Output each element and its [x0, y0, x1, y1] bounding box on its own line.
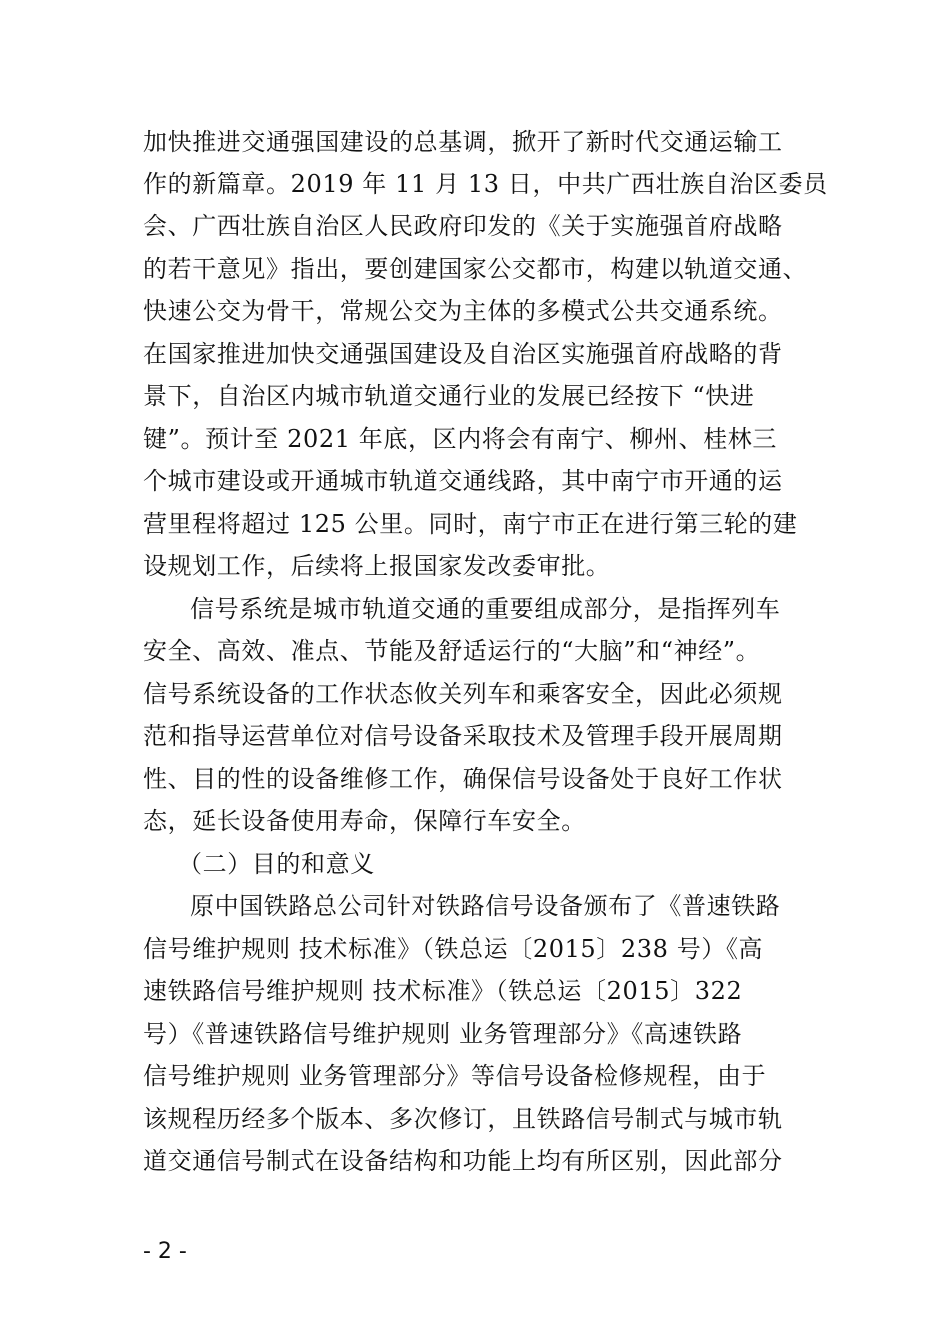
text-line: 设规划工作，后续将上报国家发改委审批。 [143, 552, 611, 580]
text-line: 营里程将超过 125 公里。同时，南宁市正在进行第三轮的建 [143, 510, 798, 538]
text-line: 信号维护规则 业务管理部分》等信号设备检修规程，由于 [143, 1062, 767, 1090]
text-line: 信号系统设备的工作状态攸关列车和乘客安全，因此必须规 [143, 680, 783, 708]
text-line: 键”。预计至 2021 年底，区内将会有南宁、柳州、桂林三 [143, 425, 778, 453]
text-line: 作的新篇章。2019 年 11 月 13 日，中共广西壮族自治区委员 [143, 170, 828, 198]
text-line: 的若干意见》指出，要创建国家公交都市，构建以轨道交通、 [143, 255, 808, 283]
text-line: 加快推进交通强国建设的总基调，掀开了新时代交通运输工 [143, 128, 783, 156]
text-line: 在国家推进加快交通强国建设及自治区实施强首府战略的背 [143, 340, 783, 368]
text-line: 该规程历经多个版本、多次修订，且铁路信号制式与城市轨 [143, 1105, 783, 1133]
text-line: 个城市建设或开通城市轨道交通线路，其中南宁市开通的运 [143, 467, 783, 495]
text-line: 快速公交为骨干，常规公交为主体的多模式公共交通系统。 [143, 297, 783, 325]
text-line: 态，延长设备使用寿命，保障行车安全。 [143, 807, 586, 835]
text-line: 会、广西壮族自治区人民政府印发的《关于实施强首府战略 [143, 212, 783, 240]
text-line: 景下，自治区内城市轨道交通行业的发展已经按下 “快进 [143, 382, 755, 410]
text-line: 道交通信号制式在设备结构和功能上均有所区别，因此部分 [143, 1147, 783, 1175]
text-line: 范和指导运营单位对信号设备采取技术及管理手段开展周期 [143, 722, 783, 750]
text-line: 速铁路信号维护规则 技术标准》（铁总运〔2015〕322 [143, 977, 743, 1005]
text-line: 性、目的性的设备维修工作，确保信号设备处于良好工作状 [143, 765, 783, 793]
text-line: 安全、高效、准点、节能及舒适运行的“大脑”和“神经”。 [143, 637, 761, 665]
text-line: 信号维护规则 技术标准》（铁总运〔2015〕238 号）《高 [143, 935, 764, 963]
paragraph-start: 原中国铁路总公司针对铁路信号设备颁布了《普速铁路 [190, 892, 781, 920]
text-line: 号）《普速铁路信号维护规则 业务管理部分》《高速铁路 [143, 1020, 743, 1048]
section-heading: （二）目的和意义 [178, 850, 375, 878]
paragraph-start: 信号系统是城市轨道交通的重要组成部分，是指挥列车 [190, 595, 781, 623]
page-number: - 2 - [143, 1239, 187, 1264]
